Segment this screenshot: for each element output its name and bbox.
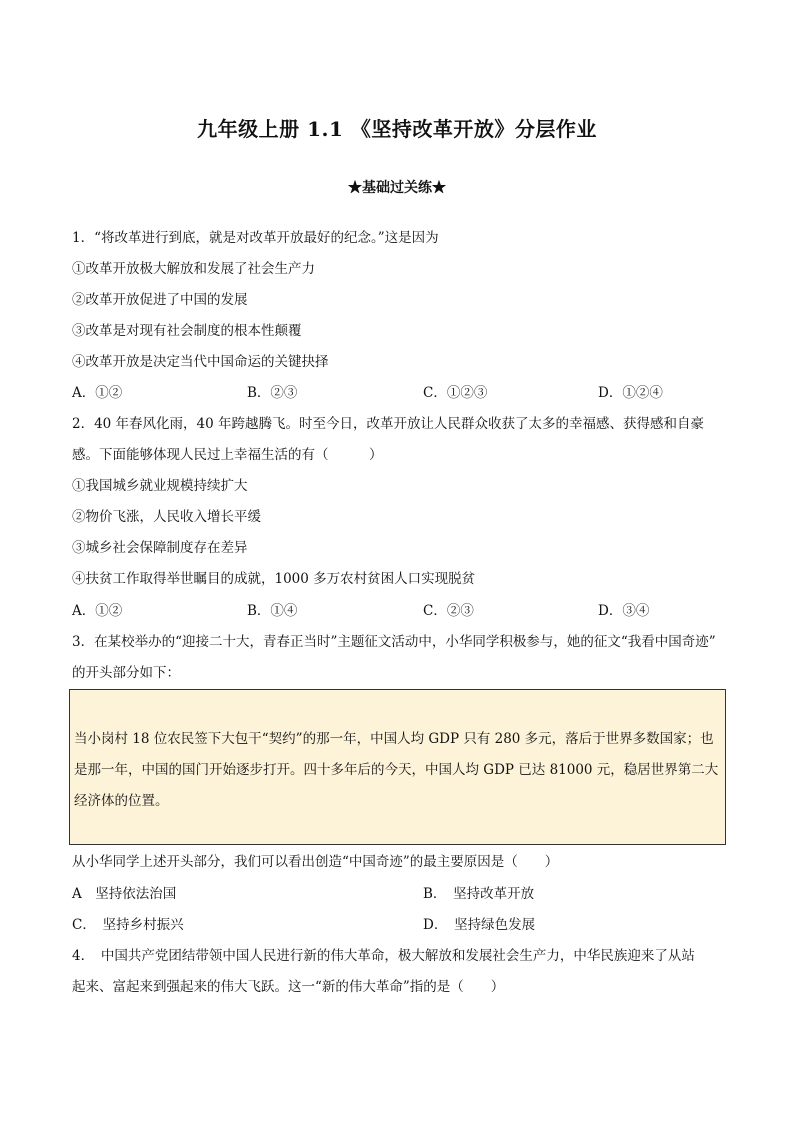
q2-item: ②物价飞涨，人民收入增长平缓 — [72, 509, 261, 525]
q2-option-c: C．②③ — [423, 603, 474, 619]
q2-stem: 2．40 年春风化雨，40 年跨越腾飞。时至今日，改革开放让人民群众收获了太多的幸福感、获得感和自豪 — [72, 416, 705, 432]
material-line: 经济体的位置。 — [74, 793, 169, 809]
q2-item: ④扶贫工作取得举世瞩目的成就，1000 多万农村贫困人口实现脱贫 — [72, 571, 476, 587]
q3-stem: 3．在某校举办的“迎接二十大，青春正当时”主题征文活动中，小华同学积极参与，她的征文“我看中国奇迹” — [72, 634, 716, 650]
section-heading: ★基础过关练★ — [348, 180, 446, 196]
q4-stem: 4． 中国共产党团结带领中国人民进行新的伟大革命，极大解放和发展社会生产力，中华民族迎来了从站 — [72, 948, 695, 964]
q1-option-d: D．①②④ — [598, 385, 663, 401]
material-line: 当小岗村 18 位农民签下大包干“契约”的那一年，中国人均 GDP 只有 280 多元，落后于世界多数国家；也 — [74, 731, 714, 747]
q1-item: ③改革是对现有社会制度的根本性颠覆 — [72, 323, 302, 339]
q1-stem: 1．“将改革进行到底，就是对改革开放最好的纪念。”这是因为 — [72, 230, 439, 246]
q2-item: ①我国城乡就业规模持续扩大 — [72, 478, 248, 494]
q2-option-a: A．①② — [72, 603, 123, 619]
q1-option-b: B．②③ — [247, 385, 298, 401]
q1-option-a: A．①② — [72, 385, 123, 401]
q1-item: ①改革开放极大解放和发展了社会生产力 — [72, 261, 315, 277]
q3-option-a: A 坚持依法治国 — [72, 886, 177, 902]
q2-item: ③城乡社会保障制度存在差异 — [72, 540, 248, 556]
q1-item: ②改革开放促进了中国的发展 — [72, 292, 248, 308]
q4-stem: 起来、富起来到强起来的伟大飞跃。这一“新的伟大革命”指的是（ ） — [72, 979, 505, 995]
q1-item: ④改革开放是决定当代中国命运的关键抉择 — [72, 354, 329, 370]
material-line: 是那一年，中国的国门开始逐步打开。四十多年后的今天，中国人均 GDP 已达 81000 元，稳居世界第二大 — [74, 762, 719, 778]
q3-question: 从小华同学上述开头部分，我们可以看出创造“中国奇迹”的最主要原因是（ ） — [72, 854, 559, 870]
q1-option-c: C．①②③ — [423, 385, 488, 401]
q3-option-b: B． 坚持改革开放 — [423, 886, 535, 902]
material-box — [69, 689, 726, 845]
q3-option-c: C． 坚持乡村振兴 — [72, 917, 184, 933]
q2-option-d: D．③④ — [598, 603, 650, 619]
q3-stem: 的开头部分如下： — [72, 665, 180, 681]
page-title: 九年级上册 1.1 《坚持改革开放》分层作业 — [197, 117, 597, 141]
q2-option-b: B．①④ — [247, 603, 298, 619]
q3-option-d: D． 坚持绿色发展 — [423, 917, 536, 933]
q2-stem: 感。下面能够体现人民过上幸福生活的有（ ） — [72, 447, 383, 463]
